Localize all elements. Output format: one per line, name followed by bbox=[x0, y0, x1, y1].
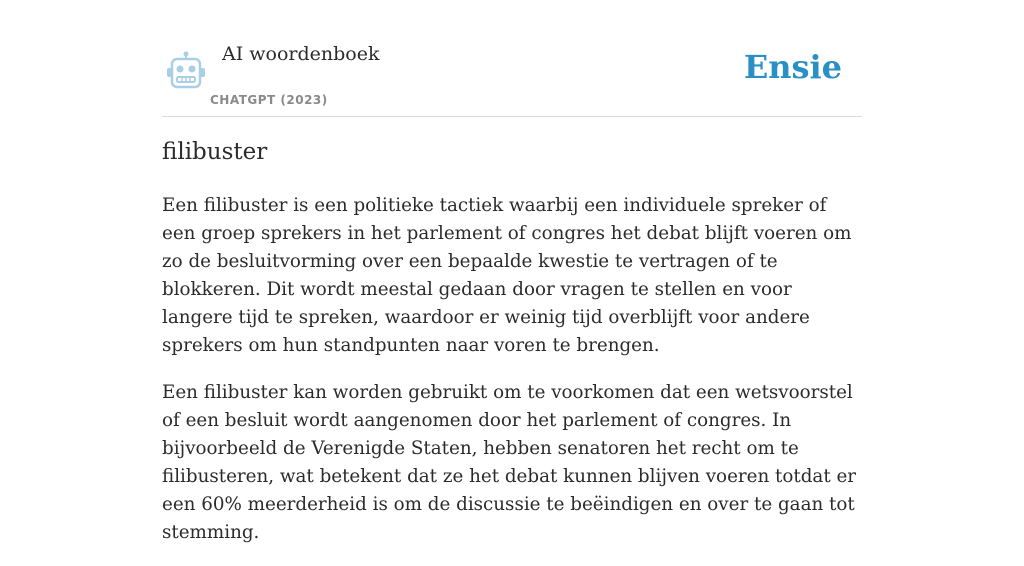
definition-paragraph: Een filibuster is een politieke tactiek waarbij een individuele spreker of een groep sprekers in het parlement of congres het debat blijft voeren om zo de besluitvorming over een bepaalde kwestie te vertragen of te blokkeren. Dit wordt meestal gedaan door vragen te stellen en voor langere tijd te spreken, waardoor er weinig tijd overblijft voor andere sprekers om hun standpunten naar voren te brengen. bbox=[162, 195, 852, 356]
entry-term: filibuster bbox=[162, 139, 268, 165]
page bbox=[162, 0, 862, 543]
source-title[interactable]: AI woordenboek bbox=[222, 43, 380, 65]
brand-logo-link[interactable]: Ensie bbox=[743, 48, 842, 86]
robot-icon bbox=[166, 51, 206, 91]
definition-paragraph: Een filibuster kan worden gebruikt om te voorkomen dat een wetsvoorstel of een besluit wordt aangenomen door het parlement of congres. In bijvoorbeeld de Verenigde Staten, hebben senatoren het recht om te filibusteren, wat betekent dat ze het debat kunnen blijven voeren totdat er een 60% meerderheid is om de discussie te beëindigen en over te gaan tot stemming. bbox=[162, 382, 857, 543]
source-subtitle: CHATGPT (2023) bbox=[210, 93, 328, 107]
source-header bbox=[162, 0, 862, 117]
entry-definition bbox=[162, 192, 862, 566]
